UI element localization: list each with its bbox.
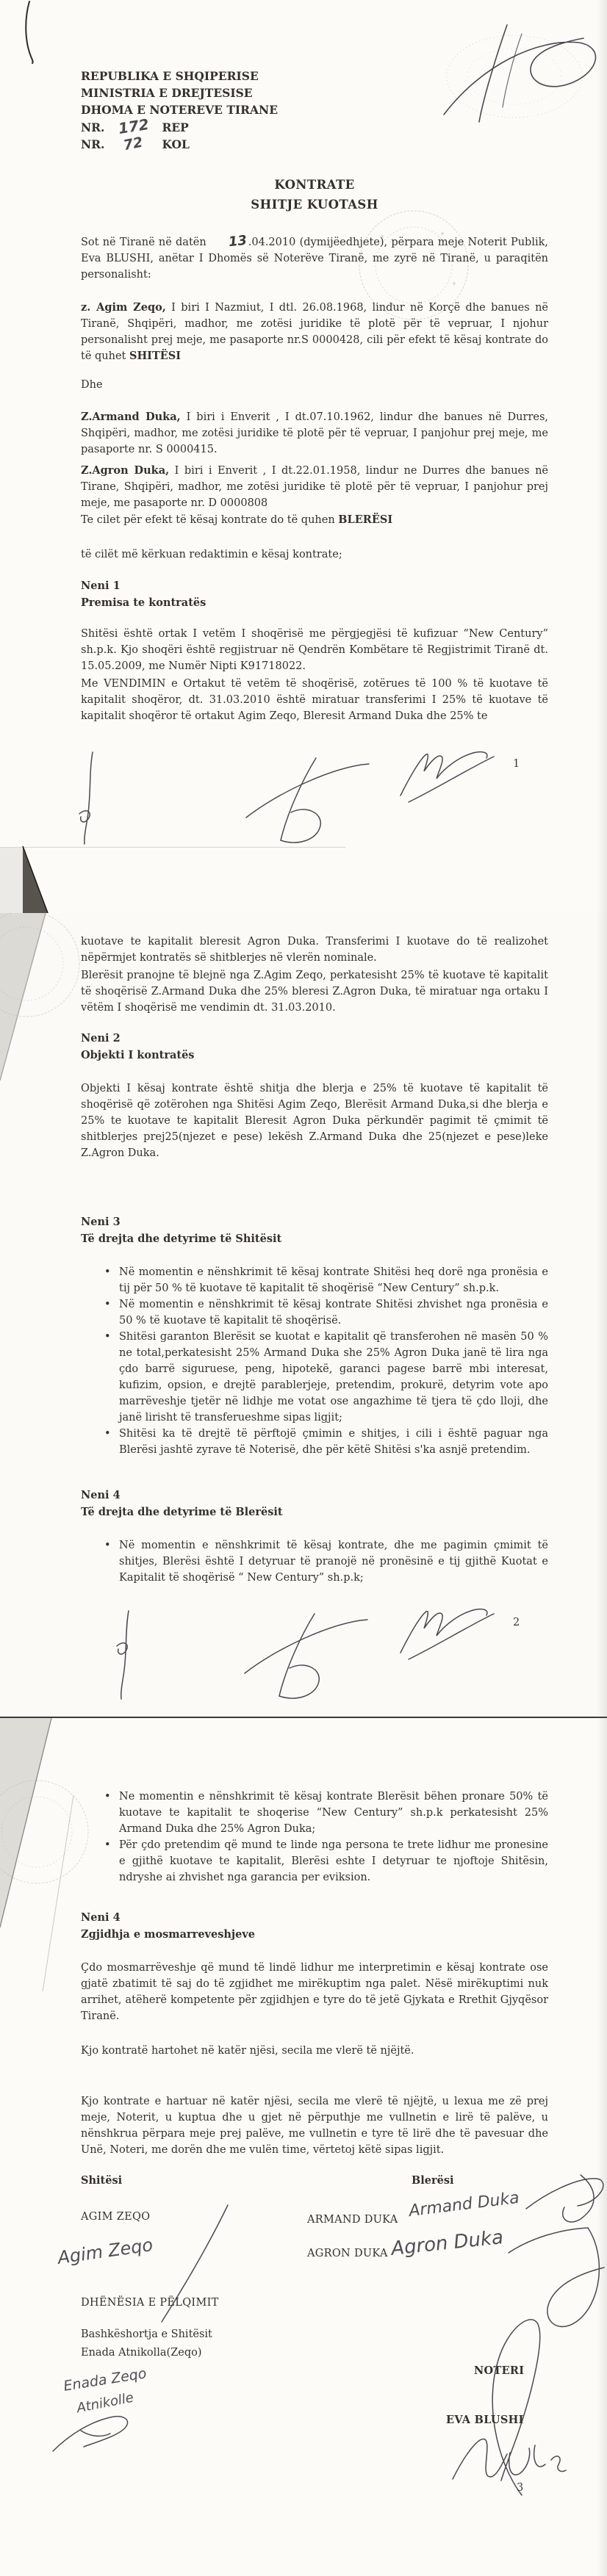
buyer-label: Blerësi — [412, 2174, 454, 2187]
seller-printed-name: AGIM ZEQO — [81, 2211, 151, 2223]
neni4-bullet-2: • Ne momentin e nënshkrimit të kësaj kontrate Blerësit bëhen pronare 50% të kuotave te kapitalit te shoqerise “New Century” sh.p.k perkatesisht 25% Armand Duka dhe 25% Agron Duka; — [103, 1789, 548, 1837]
letterhead-line-1: REPUBLIKA E SHQIPERISE — [81, 69, 259, 83]
contract-page-2 — [0, 913, 607, 1717]
seller-name: z. Agim Zeqo, — [81, 301, 166, 314]
seller-role: SHITËSI — [129, 350, 182, 362]
neni2-heading: Neni 2 — [81, 1032, 121, 1045]
neni4-bullet-3: • Për çdo pretendim që mund te linde nga persona te trete lidhur me pronesine e gjithë kuotave te kapitalit, Blerësi eshte I detyruar te njoftoje Shitësin, ndryshe ai zhvishet nga garancia per eviksion. — [103, 1837, 548, 1886]
page-number-3: 3 — [517, 2482, 524, 2494]
signature-enada-zeqo-line1: Enada Zeqo — [62, 2365, 148, 2395]
spouse-line-1: Bashkëshortja e Shitësit — [81, 2328, 212, 2340]
buyers-accept-paragraph: Blerësit pranojne të blejnë nga Z.Agim Zeqo, perkatesisht 25% të kuotave të kapitalit të shoqërisë Z.Armand Duka dhe 25% bleresi Z.Agron Duka, të miratuar nga ortaku I vëtëm I shoqërisë me vendimin dt. 31.03.2010. — [81, 970, 548, 1014]
buyer1-text: I biri i Enverit , I dt.07.10.1962, lindur dhe banues në Durres, Shqipëri, madhor, me zotësi juridike të plotë për të vepruar, I panjohur prej meje, me pasaporte nr. S 0000415. — [81, 411, 549, 455]
handwritten-date-day: 13 — [227, 232, 248, 250]
handwritten-rep-number: 172 — [116, 115, 150, 138]
seller-paragraph — [81, 300, 548, 364]
neni1-continuation-paragraph: kuotave te kapitalit bleresit Agron Duka. Transferimi I kuotave do të realizohet nëpërmjet kontratës së shitblerjes në vlerën nominale. — [81, 936, 548, 964]
buyers-role-line — [81, 512, 548, 528]
neni3-bullet-1: • Në momentin e nënshkrimit të kësaj kontrate Shitësi heq dorë nga pronësia e tij për 50 % të kuotave të kapitalit të shoqërisë “New Century” sh.p.k. — [103, 1264, 548, 1296]
buyer1-printed-name: ARMAND DUKA — [307, 2214, 398, 2226]
signature-notary-eva-blushi — [434, 2306, 588, 2515]
neni3-bullet-3: • Shitësi garanton Blerësit se kuotat e kapitalit që transferohen në masën 50 % ne total,perkatesisht 25% Armand Duka she 25% Agron Duka janë të lira nga çdo barrë siguruese, peng, hipotekë, garanci pagese barrë mbi interesat, kufizim, opsion, e drejtë parablerjeje, pretendim, prokurë, detyrim vote apo marrëveshje tjetër në lidhje me votat ose angazhime të tjera të çdo lloji, dhe janë lirisht të transferueshme sipas ligjit; — [103, 1329, 548, 1426]
closing-paragraph: Kjo kontrate e hartuar në katër njësi, secila me vlerë të njëjtë, u lexua me zë prej meje, Noterit, u kuptua dhe u gjet në përputhje me vullnetin e lirë të palëve, u nënshkrua përpara meje prej palëve, me vullnetin e tyre të lirë dhe të pavesuar dhe Unë, Noteri, me dorën dhe me vulën time, vërtetoj këtë sipas ligjit. — [81, 2096, 548, 2156]
buyers-role-before: Te cilet për efekt të kësaj kontrate do të quhen — [81, 514, 339, 526]
signature-stroke — [444, 38, 596, 115]
neni1-heading: Neni 1 — [81, 580, 121, 592]
buyer2-text: I biri i Enverit , I dt.22.01.1958, lindur ne Durres dhe banues në Tirane, Shqipëri, madhor, me zotësi juridike të plotë për të vepruar, I panjohur prej meje, me pasaporte nr. D 0000808 — [81, 465, 548, 509]
partial-round-stamp-left — [0, 913, 87, 1026]
notary-label: NOTERI — [474, 2364, 525, 2377]
intro-after-date: (dymijëedhjete), përpara meje Noterit Publik, Eva BLUSHI, anëtar I Dhomës së Noterëve Tiranë, me zyrë në Tiranë, u paraqitën personalisht: — [81, 237, 548, 281]
buyer1-paragraph — [81, 409, 548, 458]
initial-signature-seller-page2 — [110, 1609, 140, 1701]
neni3-bullet-4: • Shitësi ka të drejtë të përftojë çmimin e shitjes, i cili i është paguar nga Blerësi jashtë zyrave të Noterisë, dhe për këtë Shitësi s'ka asnjë pretendim. — [103, 1426, 548, 1458]
buyer2-paragraph — [81, 463, 548, 511]
signature-enada-zeqo-flourish — [49, 2409, 144, 2457]
faint-round-stamp-top-right — [435, 21, 607, 125]
page-edge-shadow — [0, 847, 345, 848]
signature-armand-duka: Armand Duka — [408, 2188, 520, 2221]
neni2-paragraph: Objekti I kësaj kontrate është shitja dhe blerja e 25% të kuotave të kapitalit të shoqërisë që zotërohen nga Shitësi Agim Zeqo, Blerësit Armand Duka,si dhe blerja e 25% te kuotave te kapitalit Bleresit Agron Duka përkundër pagimit të çmimit të shitblerjes prej25(njezet e pese) lekësh Z.Armand Duka dhe 25(njezet e pese)leke Z.Agron Duka. — [81, 1083, 548, 1159]
letterhead-line-2: MINISTRIA E DREJTESISE — [81, 86, 253, 100]
neni3-subheading: Të drejta dhe detyrime të Shitësit — [81, 1233, 282, 1245]
letterhead-line-3: DHOMA E NOTEREVE TIRANE — [81, 103, 279, 117]
intro-date-typed: .04.2010 — [248, 237, 296, 248]
intro-paragraph — [81, 234, 548, 283]
scan-right-edge-shading — [597, 0, 607, 2576]
page-number-2: 2 — [513, 1617, 520, 1628]
buyers-role: BLERËSI — [338, 513, 393, 526]
seller-text: I biri I Nazmiut, I dtl. 26.08.1968, lindur në Korçë dhe banues në Tiranë, Shqipëri, madhor, me zotësi juridike të plotë për të vepruar, I njohur personalisht prej meje, me pasaporte nr.S 0000428, cili për efekt të kësaj kontrate do të quhet — [81, 302, 548, 362]
neni3-heading: Neni 3 — [81, 1216, 121, 1228]
kol-number-row — [81, 136, 548, 153]
neni4b-subheading: Zgjidhja e mosmarreveshjeve — [81, 1928, 256, 1941]
contract-title — [81, 175, 548, 214]
neni4-subheading: Të drejta dhe detyrime të Blerësit — [81, 1506, 283, 1518]
signature-agron-duka: Agron Duka — [389, 2226, 505, 2260]
spouse-line-2: Enada Atnikolla(Zeqo) — [81, 2347, 202, 2359]
page-corner-wedge — [21, 845, 50, 913]
nr-label: NR. — [81, 120, 105, 134]
neni4-bullet-1: • Në momentin e nënshkrimit të kësaj kontrate, dhe me pagimin çmimit të shitjes, Blerësi është I detyruar të pranojë në pronësinë e tij gjithë Kuotat e Kapitalit të shoqërisë “ New Century” sh.p.k; — [103, 1537, 548, 1586]
neni3-bullet-2: • Në momentin e nënshkrimit të kësaj kontrate Shitësi zhvishet nga pronësia e 50 % të kuotave të kapitalit të shoqërisë. — [103, 1296, 548, 1329]
neni1-subheading: Premisa te kontratës — [81, 596, 206, 609]
neni1-paragraph-2: Me VENDIMIN e Ortakut të vetëm të shoqërisë, zotërues të 100 % të kuotave të kapitalit shoqëror, dt. 31.03.2010 është miratuar transferimi I 25% të kuotave të kapitalit shoqëror të ortakut Agim Zeqo, Bleresit Armand Duka dhe 25% te — [81, 678, 548, 722]
consent-heading: DHËNËSIA E PËLQIMIT — [81, 2297, 219, 2309]
intro-before-date: Sot në Tiranë në datën — [81, 237, 206, 248]
neni4-bullet-list — [81, 1537, 548, 1586]
signature-enada-zeqo-line2: Atnikolle — [75, 2389, 135, 2417]
title-line-1: KONTRATE — [274, 178, 355, 192]
initial-signature-buyer1-page2 — [243, 1611, 371, 1703]
neni2-subheading: Objekti I kontratës — [81, 1049, 195, 1061]
request-line: të cilët më kërkuan redaktimin e kësaj kontrate; — [81, 549, 342, 560]
copies-paragraph: Kjo kontratë hartohet në katër njësi, secila me vlerë të njëjtë. — [81, 2045, 414, 2057]
rep-label: REP — [162, 120, 189, 134]
buyer1-name: Z.Armand Duka, — [81, 411, 181, 423]
neni4b-heading: Neni 4 — [81, 1911, 121, 1924]
neni3-bullet-list — [81, 1264, 548, 1458]
initial-signature-buyer1-page1 — [244, 755, 373, 847]
kol-label: KOL — [162, 137, 190, 151]
seller-label: Shitësi — [81, 2174, 123, 2187]
neni1-paragraph-1: Shitësi është ortak I vetëm I shoqërisë me përgjegjësi të kufizuar “New Century” sh.p.k. Kjo shoqëri është regjistruar në Qendrën Kombëtare të Regjistrimit Tiranë dt. 15.05.2009, me Numër Nipti K91718022. — [81, 628, 548, 672]
signature-agim-zeqo: Agim Zeqo — [56, 2234, 154, 2268]
buyer2-printed-name: AGRON DUKA — [307, 2248, 388, 2259]
connector-dhe: Dhe — [81, 379, 103, 391]
initial-signature-seller-page1 — [73, 751, 103, 846]
neni4-continuation-bullets — [81, 1789, 548, 1886]
scan-corner-mark — [21, 0, 37, 65]
contract-page-3 — [0, 1717, 607, 2576]
dispute-paragraph: Çdo mosmarrëveshje që mund të lindë lidhur me interpretimin e kësaj kontrate ose gjatë zbatimit të saj do të zgjidhet me mirëkuptim nga palet. Nësë mirëkuptimi nuk arrihet, atëherë kompetente për zgjidhjen e tyre do të jetë Gjykata e Rrethit Gjyqësor Tiranë. — [81, 1962, 548, 2022]
neni4-heading: Neni 4 — [81, 1489, 121, 1501]
buyer2-name: Z.Agron Duka, — [81, 464, 170, 477]
initial-signature-buyer2-page1 — [397, 748, 500, 818]
title-line-2: SHITJE KUOTASH — [251, 198, 378, 212]
nr-label: NR. — [81, 137, 105, 151]
contract-page-1 — [0, 0, 607, 913]
handwritten-kol-number: 72 — [122, 134, 145, 154]
page-number-1: 1 — [513, 758, 520, 770]
notary-printed-name: EVA BLUSHI — [446, 2414, 524, 2426]
initial-signature-buyer2-page2 — [397, 1605, 500, 1675]
